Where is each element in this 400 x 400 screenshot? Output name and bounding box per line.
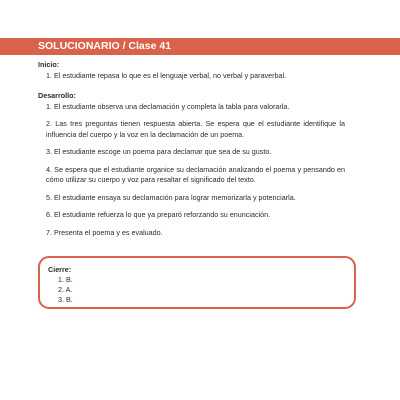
desarrollo-item-7: 7. Presenta el poema y es evaluado. [46, 227, 163, 237]
inicio-item: 1. El estudiante repasa lo que es el lenguaje verbal, no verbal y paraverbal. [46, 70, 287, 80]
desarrollo-item-2: 2. Las tres preguntas tienen respuesta abierta. Se espera que el estudiante identifique la influencia del cuerpo y la voz en la declamación de un poema. [46, 119, 345, 139]
page-title: SOLUCIONARIO / Clase 41 [38, 40, 172, 52]
desarrollo-item-3: 3. El estudiante escoge un poema para declamar que sea de su gusto. [46, 147, 272, 156]
desarrollo-heading: Desarrollo: [38, 91, 76, 100]
cierre-answer: 3. B. [58, 295, 73, 304]
desarrollo-item-6: 6. El estudiante refuerza lo que ya preparó reforzando su enunciación. [46, 210, 271, 219]
inicio-heading: Inicio: [38, 60, 60, 69]
cierre-answer-list [48, 275, 354, 305]
cierre-box [38, 256, 356, 309]
cierre-answer: 2. A. [58, 285, 73, 294]
solution-content [38, 60, 345, 238]
cierre-heading: Cierre: [48, 265, 72, 274]
desarrollo-item-4: 4. Se espera que el estudiante organice su declamación analizando el poema y pensando en cómo utilizar su cuerpo y voz para resaltar el significado del texto. [46, 164, 345, 184]
cierre-answer: 1. B. [58, 275, 73, 284]
desarrollo-item-1: 1. El estudiante observa una declamación y completa la tabla para valorarla. [46, 101, 290, 111]
desarrollo-item-5: 5. El estudiante ensaya su declamación para lograr memorizarla y potenciarla. [46, 192, 296, 202]
